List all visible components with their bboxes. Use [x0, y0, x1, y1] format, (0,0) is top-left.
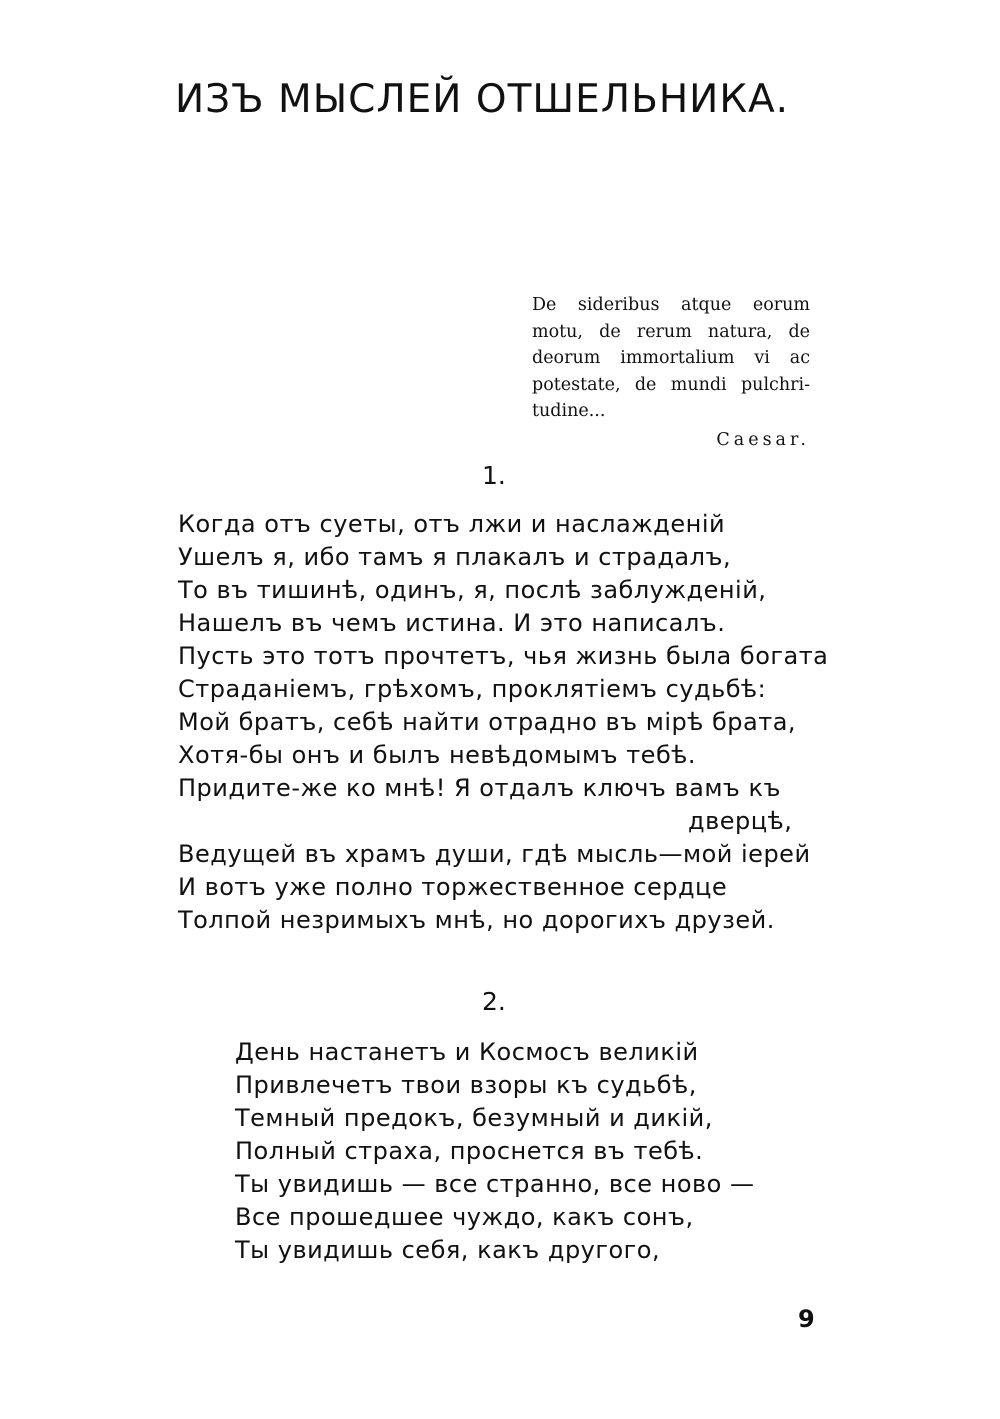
- verse-line: Пусть это тотъ прочтетъ, чья жизнь была богата: [178, 642, 829, 670]
- section-number: 2.: [482, 987, 506, 1016]
- verse-line: Ушелъ я, ибо тамъ я плакалъ и страдалъ,: [178, 543, 732, 571]
- verse-line: То въ тишинѣ, одинъ, я, послѣ заблужденій,: [178, 576, 767, 604]
- section-number: 1.: [482, 461, 506, 490]
- verse-line: Ты увидишь — все странно, все ново —: [235, 1170, 755, 1198]
- epigraph-line: tudine...: [532, 401, 606, 422]
- verse-line: Темный предокъ, безумный и дикій,: [235, 1104, 713, 1132]
- verse-line: Нашелъ въ чемъ истина. И это написалъ.: [178, 609, 726, 637]
- verse-line: День настанетъ и Космосъ великій: [235, 1038, 699, 1066]
- epigraph-line: potestate, de mundi pulchri-: [532, 374, 810, 395]
- verse-line: Толпой незримыхъ мнѣ, но дорогихъ друзей.: [178, 906, 775, 934]
- epigraph-line: deorum immortalium vi ac: [532, 348, 810, 369]
- page-number: 9: [798, 1305, 815, 1333]
- verse-line: Ты увидишь себя, какъ другого,: [235, 1236, 661, 1264]
- verse-line: Страданіемъ, грѣхомъ, проклятіемъ судьбѣ:: [178, 675, 767, 703]
- verse-line: Ведущей въ храмъ души, гдѣ мысль—мой іерей: [178, 840, 811, 868]
- poem-section-1: [178, 508, 829, 937]
- verse-line: И вотъ уже полно торжественное сердце: [178, 873, 728, 901]
- verse-line: Полный страха, проснется въ тебѣ.: [235, 1137, 704, 1165]
- verse-line: Все прошедшее чуждо, какъ сонъ,: [235, 1203, 694, 1231]
- epigraph: [532, 292, 810, 454]
- verse-line: Мой братъ, себѣ найти отрадно въ мірѣ брата,: [178, 708, 797, 736]
- verse-line: Хотя-бы онъ и былъ невѣдомымъ тебѣ.: [178, 741, 696, 769]
- poem-section-2: [235, 1036, 795, 1267]
- verse-line-continuation: дверцѣ,: [688, 807, 793, 835]
- epigraph-author: Caesar.: [716, 429, 810, 450]
- epigraph-line: De sideribus atque eorum: [532, 295, 810, 315]
- verse-line: Когда отъ суеты, отъ лжи и наслажденій: [178, 510, 726, 538]
- verse-line: Привлечетъ твои взоры къ судьбѣ,: [235, 1071, 697, 1099]
- page-title: ИЗЪ МЫСЛЕЙ ОТШЕЛЬНИКА.: [175, 77, 790, 122]
- verse-line: Придите-же ко мнѣ! Я отдалъ ключъ вамъ къ: [178, 774, 781, 802]
- epigraph-line: motu, de rerum natura, de: [532, 321, 810, 342]
